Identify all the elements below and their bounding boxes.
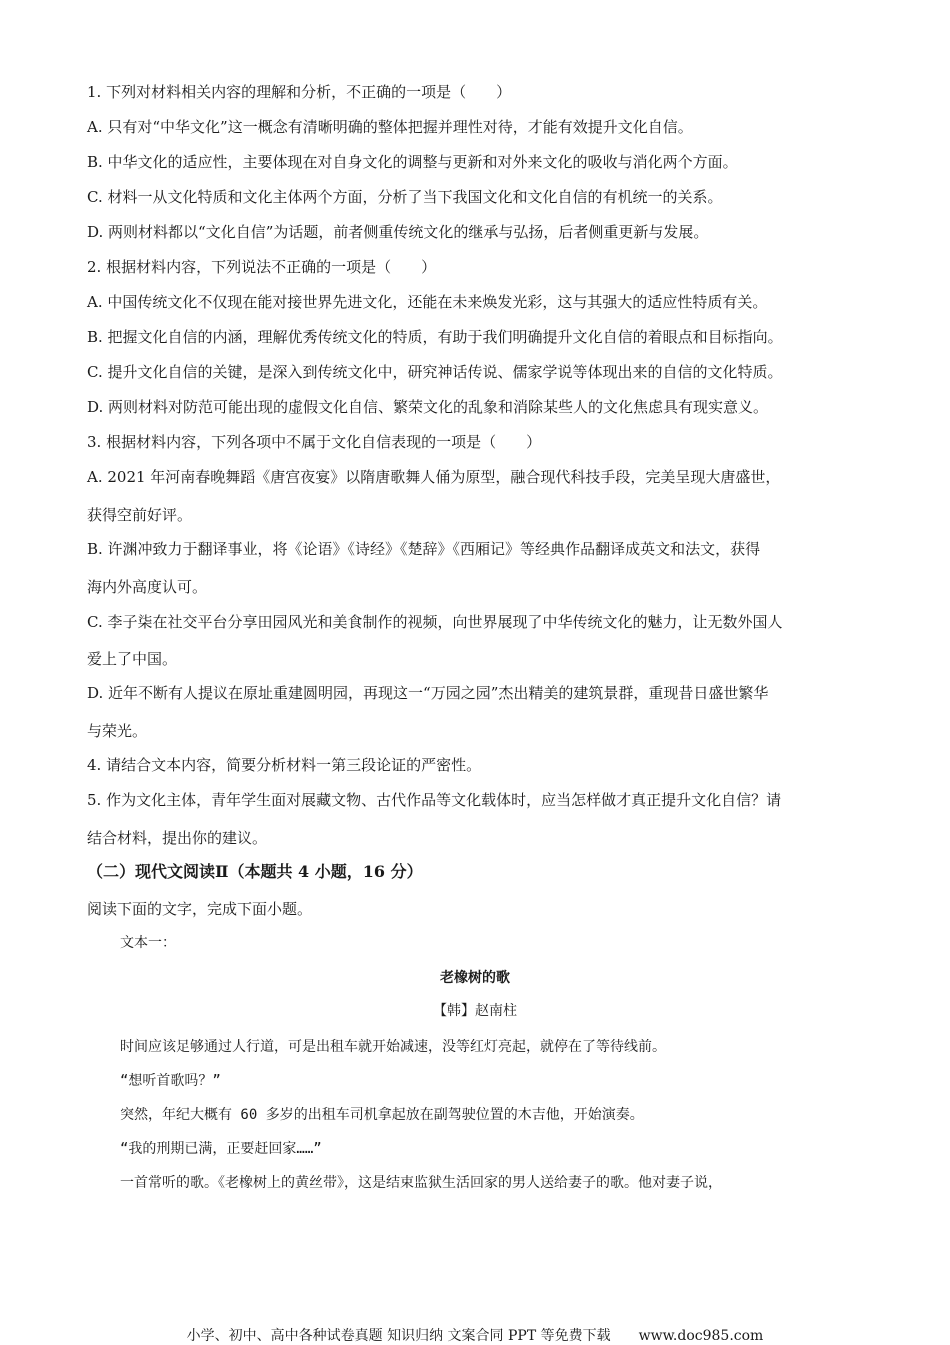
q5-stem-cont: 结合材料，提出你的建议。 <box>87 829 268 847</box>
q1-option-d: D. 两则材料都以“文化自信”为话题，前者侧重传统文化的继承与弘扬，后者侧重更新与发展。 <box>87 223 709 241</box>
q3-stem: 3. 根据材料内容，下列各项中不属于文化自信表现的一项是（ ） <box>87 433 542 451</box>
section-title: （二）现代文阅读Ⅱ（本题共 4 小题，16 分） <box>87 862 423 881</box>
story-title: 老橡树的歌 <box>440 970 510 986</box>
q2-option-c: C. 提升文化自信的关键，是深入到传统文化中，研究神话传说、儒家学说等体现出来的自信的文化特质。 <box>87 363 783 381</box>
q3-option-d-cont: 与荣光。 <box>87 722 148 740</box>
q1-option-c: C. 材料一从文化特质和文化主体两个方面，分析了当下我国文化和文化自信的有机统一的关系。 <box>87 188 723 206</box>
q2-option-b: B. 把握文化自信的内涵，理解优秀传统文化的特质，有助于我们明确提升文化自信的着眼点和目标指向。 <box>87 328 783 346</box>
q3-option-c: C. 李子柒在社交平台分享田园风光和美食制作的视频，向世界展现了中华传统文化的魅力，让无数外国人 <box>87 613 783 631</box>
q3-option-b: B. 许渊冲致力于翻译事业，将《论语》《诗经》《楚辞》《西厢记》等经典作品翻译成英文和法文，获得 <box>87 540 761 558</box>
q5-stem: 5. 作为文化主体，青年学生面对展藏文物、古代作品等文化载体时，应当怎样做才真正提升文化自信？请 <box>87 791 782 809</box>
q3-option-b-cont: 海内外高度认可。 <box>87 578 208 596</box>
story-author: 【韩】赵南柱 <box>433 1003 517 1019</box>
story-paragraph: 时间应该足够通过人行道，可是出租车就开始减速，没等红灯亮起，就停在了等待线前。 <box>120 1039 666 1055</box>
q4-stem: 4. 请结合文本内容，简要分析材料一第三段论证的严密性。 <box>87 756 482 774</box>
q2-option-d: D. 两则材料对防范可能出现的虚假文化自信、繁荣文化的乱象和消除某些人的文化焦虑具有现实意义。 <box>87 398 769 416</box>
section-instruction: 阅读下面的文字，完成下面小题。 <box>87 900 313 918</box>
story-paragraph: “想听首歌吗？” <box>120 1073 221 1089</box>
q2-stem: 2. 根据材料内容，下列说法不正确的一项是（ ） <box>87 258 437 276</box>
q3-option-d: D. 近年不断有人提议在原址重建圆明园，再现这一“万园之园”杰出精美的建筑景群，重现昔日盛世繁华 <box>87 684 769 702</box>
q3-option-a: A. 2021 年河南春晚舞蹈《唐宫夜宴》以隋唐歌舞人俑为原型，融合现代科技手段，完美呈现大唐盛世， <box>87 468 781 486</box>
q2-option-a: A. 中国传统文化不仅现在能对接世界先进文化，还能在未来焕发光彩，这与其强大的适应性特质有关。 <box>87 293 768 311</box>
page-footer: 小学、初中、高中各种试卷真题 知识归纳 文案合同 PPT 等免费下载 www.doc985.com <box>186 1328 764 1344</box>
text-label: 文本一： <box>120 935 176 951</box>
story-paragraph: “我的刑期已满，正要赶回家……” <box>120 1141 322 1157</box>
story-paragraph: 一首常听的歌。《老橡树上的黄丝带》，这是结束监狱生活回家的男人送给妻子的歌。他对妻子说， <box>120 1175 722 1191</box>
q1-option-a: A. 只有对“中华文化”这一概念有清晰明确的整体把握并理性对待，才能有效提升文化自信。 <box>87 118 693 136</box>
q1-option-b: B. 中华文化的适应性，主要体现在对自身文化的调整与更新和对外来文化的吸收与消化两个方面。 <box>87 153 738 171</box>
q3-option-c-cont: 爱上了中国。 <box>87 650 178 668</box>
story-paragraph: 突然，年纪大概有 60 多岁的出租车司机拿起放在副驾驶位置的木吉他，开始演奏。 <box>120 1107 644 1123</box>
q1-stem: 1. 下列对材料相关内容的理解和分析，不正确的一项是（ ） <box>87 83 512 101</box>
q3-option-a-cont: 获得空前好评。 <box>87 506 193 524</box>
